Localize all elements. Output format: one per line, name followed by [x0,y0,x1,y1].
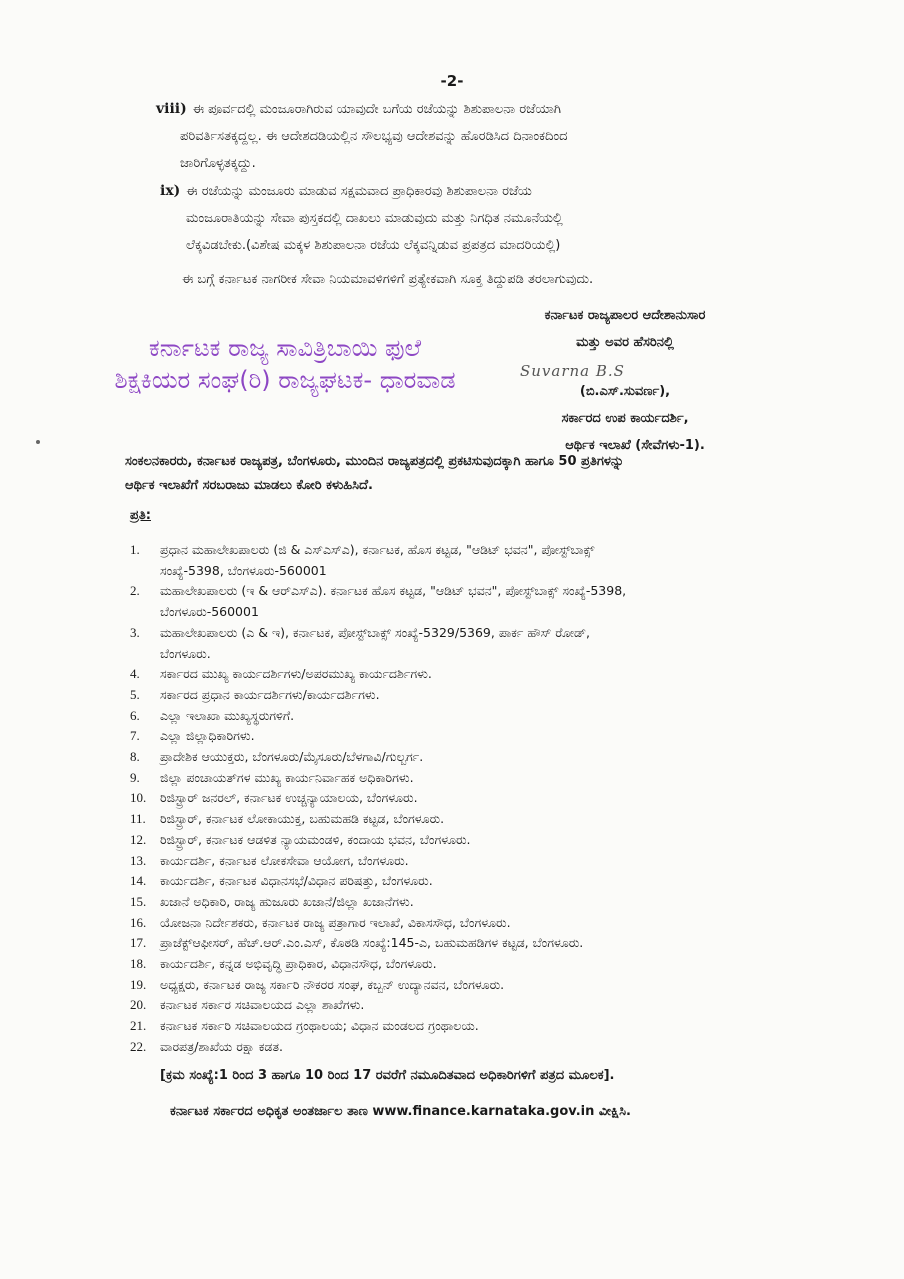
signatory-department: ಆರ್ಥಿಕ ಇಲಾಖೆ (ಸೇವೆಗಳು-1). [565,438,705,453]
list-item: 18. ಕಾರ್ಯದರ್ಶಿ, ಕನ್ನಡ ಅಭಿವೃದ್ಧಿ ಪ್ರಾಧಿಕಾರ, ವಿಧಾನಸೌಧ, ಬೆಂಗಳೂರು. [130,956,437,972]
clause-line: ix) ಈ ರಜೆಯನ್ನು ಮಂಜೂರು ಮಾಡುವ ಸಕ್ಷಮವಾದ ಪ್ರಾಧಿಕಾರವು ಶಿಶುಪಾಲನಾ ರಜೆಯ [160,183,532,199]
clause-number: ix) [160,183,181,199]
signature-block [505,302,745,356]
list-item: 22. ವಾರಪತ್ರ/ಶಾಖೆಯ ರಕ್ಷಾ ಕಡತ. [130,1038,283,1054]
list-item: 8. ಪ್ರಾದೇಶಿಕ ಆಯುಕ್ತರು, ಬೆಂಗಳೂರು/ಮೈಸೂರು/ಬೆಳಗಾವಿ/ಗುಲ್ಬರ್ಗ. [130,749,424,765]
signatory-name: (ಬಿ.ಎಸ್.ಸುವರ್ಣ), [579,384,671,399]
list-item: 15. ಖಜಾನೆ ಅಧಿಕಾರಿ, ರಾಜ್ಯ ಹುಜೂರು ಖಜಾನೆ/ಜಿಲ್ಲಾ ಖಜಾನೆಗಳು. [130,893,414,909]
signature-on-behalf: ಮತ್ತು ಅವರ ಹೆಸರಿನಲ್ಲಿ [576,335,674,350]
clause-line: ಜಾರಿಗೊಳ್ಳತಕ್ಕದ್ದು. [180,156,256,171]
list-item: 6. ಎಲ್ಲಾ ಇಲಾಖಾ ಮುಖ್ಯಸ್ಥರುಗಳಿಗೆ. [130,707,295,723]
list-item: 16. ಯೋಜನಾ ನಿರ್ದೇಶಕರು, ಕರ್ನಾಟಕ ರಾಜ್ಯ ಪತ್ರಾಗಾರ ಇಲಾಖೆ, ವಿಕಾಸಸೌಧ, ಬೆಂಗಳೂರು. [130,914,511,930]
distribution-footnote: [ಕ್ರಮ ಸಂಖ್ಯೆ:1 ರಿಂದ 3 ಹಾಗೂ 10 ರಿಂದ 17 ರವರೆಗೆ ನಮೂದಿತವಾದ ಅಧಿಕಾರಿಗಳಿಗೆ ಪತ್ರದ ಮೂಲಕ]. [160,1068,615,1083]
list-item: 19. ಅಧ್ಯಕ್ಷರು, ಕರ್ನಾಟಕ ರಾಜ್ಯ ಸರ್ಕಾರಿ ನೌಕರರ ಸಂಘ, ಕಬ್ಬನ್ ಉದ್ಯಾನವನ, ಬೆಂಗಳೂರು. [130,976,505,992]
copy-to-label: ಪ್ರತಿ: [130,508,151,523]
handwritten-signature: Suvarna B.S [520,362,625,380]
list-item: 3. ಮಹಾಲೇಖಪಾಲರು (ಎ & ಇ), ಕರ್ನಾಟಕ, ಪೋಸ್ಟ್‌ಬಾಕ್ಸ್ ಸಂಖ್ಯೆ-5329/5369, ಪಾರ್ಕ ಹೌಸ್ ರೋಡ್, ಬೆಂಗಳೂರು. [130,624,590,661]
list-item: 12. ರಿಜಿಸ್ಟ್ರಾರ್, ಕರ್ನಾಟಕ ಆಡಳಿತ ನ್ಯಾಯಮಂಡಳಿ, ಕಂದಾಯ ಭವನ, ಬೆಂಗಳೂರು. [130,831,471,847]
clause-line: ಮಂಜೂರಾತಿಯನ್ನು ಸೇವಾ ಪುಸ್ತಕದಲ್ಲಿ ದಾಖಲು ಮಾಡುವುದು ಮತ್ತು ನಿಗಧಿತ ನಮೂನೆಯಲ್ಲಿ [186,211,563,226]
amendment-note: ಈ ಬಗ್ಗೆ ಕರ್ನಾಟಕ ನಾಗರೀಕ ಸೇವಾ ನಿಯಮಾವಳಿಗಳಿಗೆ ಪ್ರತ್ಯೇಕವಾಗಿ ಸೂಕ್ತ ತಿದ್ದುಪಡಿ ತರಲಾಗುವುದು. [182,272,594,287]
list-item: 2. ಮಹಾಲೇಖಪಾಲರು (ಇ & ಆರ್‌ಎಸ್‌ಎ). ಕರ್ನಾಟಕ ಹೊಸ ಕಟ್ಟಡ, "ಆಡಿಟ್ ಭವನ", ಪೋಸ್ಟ್‌ಬಾಕ್ಸ್ ಸಂಖ್ಯೆ-5398, ಬೆಂಗಳೂರು-560001 [130,583,627,620]
clause-line: ಲೆಕ್ಕವಿಡಬೇಕು.(ವಿಶೇಷ ಮಕ್ಕಳ ಶಿಶುಪಾಲನಾ ರಜೆಯ ಲೆಕ್ಕವನ್ನಿಡುವ ಪ್ರಪತ್ರದ ಮಾದರಿಯಲ್ಲಿ) [186,238,561,253]
list-item: 10. ರಿಜಿಸ್ಟ್ರಾರ್ ಜನರಲ್, ಕರ್ನಾಟಕ ಉಚ್ಚನ್ಯಾಯಾಲಯ, ಬೆಂಗಳೂರು. [130,790,418,806]
union-watermark [70,332,500,396]
list-item: 5. ಸರ್ಕಾರದ ಪ್ರಧಾನ ಕಾರ್ಯದರ್ಶಿಗಳು/ಕಾರ್ಯದರ್ಶಿಗಳು. [130,686,380,702]
clause-viii [156,96,772,177]
clause-line: viii) ಈ ಪೂರ್ವದಲ್ಲಿ ಮಂಜೂರಾಗಿರುವ ಯಾವುದೇ ಬಗೆಯ ರಜೆಯನ್ನು ಶಿಶುಪಾಲನಾ ರಜೆಯಾಗಿ [156,101,562,117]
list-item: 21. ಕರ್ನಾಟಕ ಸರ್ಕಾರಿ ಸಚಿವಾಲಯದ ಗ್ರಂಥಾಲಯ; ವಿಧಾನ ಮಂಡಲದ ಗ್ರಂಥಾಲಯ. [130,1018,479,1034]
website-line: ಕರ್ನಾಟಕ ಸರ್ಕಾರದ ಅಧಿಕೃತ ಅಂತರ್ಜಾಲ ತಾಣ www.finance.karnataka.gov.in ವೀಕ್ಷಿಸಿ. [170,1104,631,1119]
compiler-note: ಸಂಕಲನಕಾರರು, ಕರ್ನಾಟಕ ರಾಜ್ಯಪತ್ರ, ಬೆಂಗಳೂರು, ಮುಂದಿನ ರಾಜ್ಯಪತ್ರದಲ್ಲಿ ಪ್ರಕಟಿಸುವುದಕ್ಕಾಗಿ ಹಾಗೂ 50 ಪ್ರತಿಗಳನ್ನು ಆರ್ಥಿಕ ಇಲಾಖೆಗೆ ಸರಬರಾಜು ಮಾಡಲು ಕೋರಿ ಕಳುಹಿಸಿದೆ. [125,454,625,493]
list-item: 9. ಜಿಲ್ಲಾ ಪಂಚಾಯತ್‌ಗಳ ಮುಖ್ಯ ಕಾರ್ಯನಿರ್ವಾಹಕ ಅಧಿಕಾರಿಗಳು. [130,769,414,785]
list-item: 7. ಎಲ್ಲಾ ಜಿಲ್ಲಾಧಿಕಾರಿಗಳು. [130,728,255,744]
list-item: 13. ಕಾರ್ಯದರ್ಶಿ, ಕರ್ನಾಟಕ ಲೋಕಸೇವಾ ಆಯೋಗ, ಬೆಂಗಳೂರು. [130,852,409,868]
recipient-list [130,540,790,1058]
signatory-designation: ಸರ್ಕಾರದ ಉಪ ಕಾರ್ಯದರ್ಶಿ, [561,411,689,426]
list-item: 11. ರಿಜಿಸ್ಟ್ರಾರ್, ಕರ್ನಾಟಕ ಲೋಕಾಯುಕ್ತ, ಬಹುಮಹಡಿ ಕಟ್ಟಡ, ಬೆಂಗಳೂರು. [130,811,445,827]
clause-number: viii) [156,101,187,117]
union-name-line1: ಕರ್ನಾಟಕ ರಾಜ್ಯ ಸಾವಿತ್ರಿಬಾಯಿ ಫುಲೆ [148,334,422,362]
list-item: 20. ಕರ್ನಾಟಕ ಸರ್ಕಾರ ಸಚಿವಾಲಯದ ಎಲ್ಲಾ ಶಾಖೆಗಳು. [130,997,365,1013]
clause-line: ಪರಿವರ್ತಿಸತಕ್ಕದ್ದಲ್ಲ. ಈ ಆದೇಶದಡಿಯಲ್ಲಿನ ಸೌಲಭ್ಯವು ಆದೇಶವನ್ನು ಹೊರಡಿಸಿದ ದಿನಾಂಕದಿಂದ [180,129,568,144]
clause-ix [160,178,772,259]
list-item: 4. ಸರ್ಕಾರದ ಮುಖ್ಯ ಕಾರ್ಯದರ್ಶಿಗಳು/ಅಪರಮುಖ್ಯ ಕಾರ್ಯದರ್ಶಿಗಳು. [130,666,432,682]
list-item: 17. ಪ್ರಾಜೆಕ್ಟ್‌ಆಫೀಸರ್, ಹೆಚ್.ಆರ್.ಎಂ.ಎಸ್, ಕೊಠಡಿ ಸಂಖ್ಯೆ:145-ಎ, ಬಹುಮಹಡಿಗಳ ಕಟ್ಟಡ, ಬೆಂಗಳೂರು. [130,935,584,951]
union-name-line2: ಶಿಕ್ಷಕಿಯರ ಸಂಘ(ರಿ) ರಾಜ್ಯಘಟಕ- ಧಾರವಾಡ [114,366,456,394]
page-number: -2- [440,72,464,90]
signatory-details [505,378,745,459]
list-item: 14. ಕಾರ್ಯದರ್ಶಿ, ಕರ್ನಾಟಕ ವಿಧಾನಸಭೆ/ವಿಧಾನ ಪರಿಷತ್ತು, ಬೆಂಗಳೂರು. [130,873,433,889]
signature-authority: ಕರ್ನಾಟಕ ರಾಜ್ಯಪಾಲರ ಆದೇಶಾನುಸಾರ [544,308,706,323]
scan-mark [36,440,40,444]
list-item: 1. ಪ್ರಧಾನ ಮಹಾಲೇಖಪಾಲರು (ಜಿ & ಎಸ್‌ಎಸ್‌ಎ), ಕರ್ನಾಟಕ, ಹೊಸ ಕಟ್ಟಡ, "ಆಡಿಟ್ ಭವನ", ಪೋಸ್ಟ್‌ಬಾಕ್ಸ್ ಸಂಖ್ಯೆ-5398, ಬೆಂಗಳೂರು-560001 [130,542,595,578]
